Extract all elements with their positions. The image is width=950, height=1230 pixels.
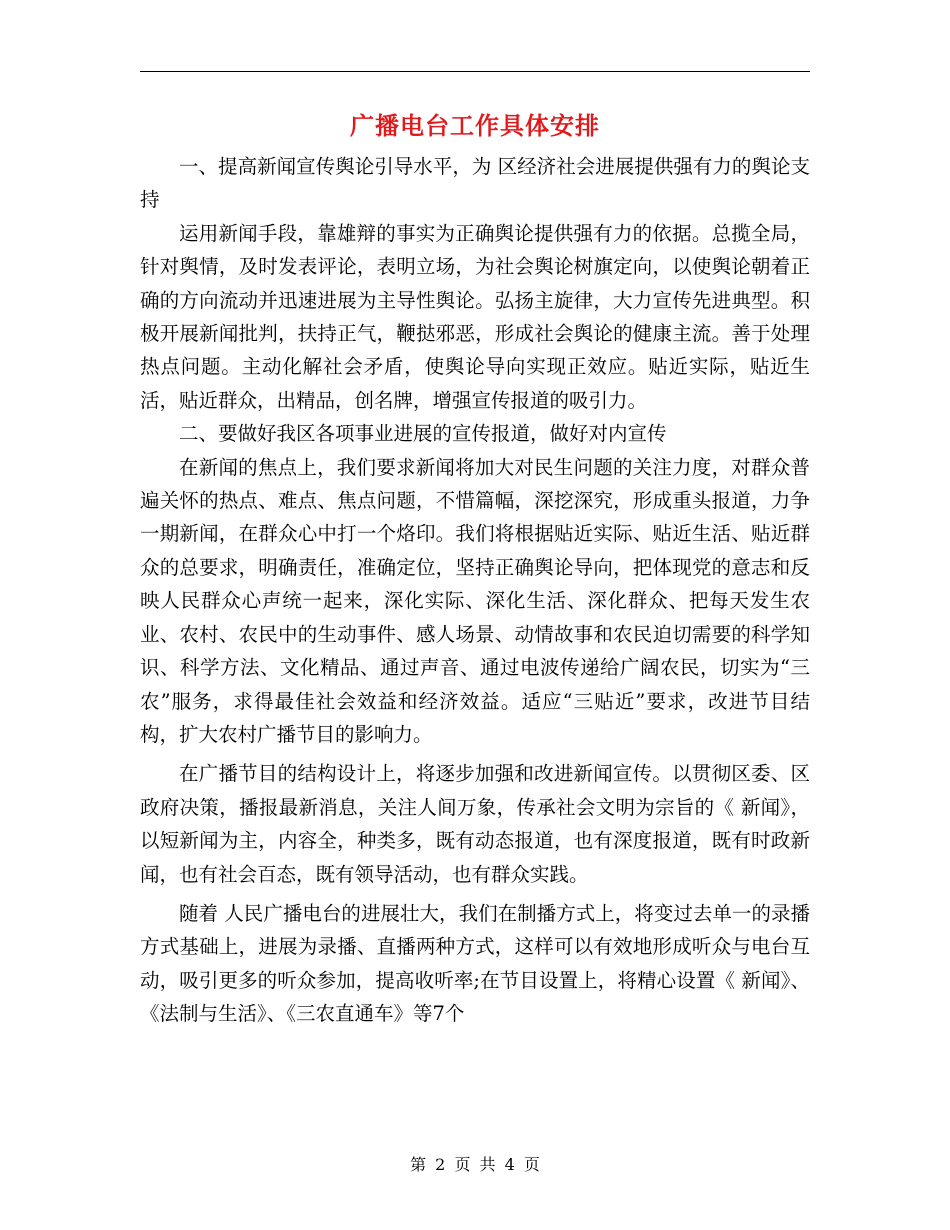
body-paragraph: 在广播节目的结构设计上，将逐步加强和改进新闻宣传。以贯彻区委、区政府决策，播报最新消息，关注人间万象，传承社会文明为宗旨的《 新闻》，以短新闻为主，内容全，种类多，既有动态报道，也有深度报道，既有时政新闻，也有社会百态，既有领导活动，也有群众实践。	[140, 762, 810, 886]
body-paragraph: 运用新闻手段，靠雄辩的事实为正确舆论提供强有力的依据。总揽全局，针对舆情，及时发表评论，表明立场，为社会舆论树旗定向，以使舆论朝着正确的方向流动并迅速进展为主导性舆论。弘扬主旋律，大力宣传先进典型。积极开展新闻批判，扶持正气，鞭挞邪恶，形成社会舆论的健康主流。善于处理热点问题。主动化解社会矛盾，使舆论导向实现正效应。贴近实际，贴近生活，贴近群众，出精品，创名牌，增强宣传报道的吸引力。	[140, 221, 810, 412]
section-heading-2: 二、要做好我区各项事业进展的宣传报道，做好对内宣传	[179, 422, 667, 446]
header-rule	[140, 71, 810, 72]
section-heading-1: 一、提高新闻宣传舆论引导水平，为 区经济社会进展提供强有力的舆论支持	[140, 155, 810, 212]
body-paragraph: 在新闻的焦点上，我们要求新闻将加大对民生问题的关注力度，对群众普遍关怀的热点、难点、焦点问题，不惜篇幅，深挖深究，形成重头报道，力争一期新闻，在群众心中打一个烙印。我们将根据贴近实际、贴近生活、贴近群众的总要求，明确责任，准确定位，坚持正确舆论导向，把体现党的意志和反映人民群众心声统一起来，深化实际、深化生活、深化群众、把每天发生农业、农村、农民中的生动事件、感人场景、动情故事和农民迫切需要的科学知识、科学方法、文化精品、通过声音、通过电波传递给广阔农民，切实为“三农”服务，求得最佳社会效益和经济效益。适应“三贴近”要求，改进节目结构，扩大农村广播节目的影响力。	[140, 455, 810, 746]
page-number: 第 2 页 共 4 页	[410, 1155, 540, 1174]
document-title: 广播电台工作具体安排	[350, 111, 600, 140]
document-body	[140, 150, 810, 1031]
body-paragraph: 随着 人民广播电台的进展壮大，我们在制播方式上，将变过去单一的录播方式基础上，进展为录播、直播两种方式，这样可以有效地形成听众与电台互动，吸引更多的听众参加，提高收听率;在节目设置上，将精心设置《 新闻》、《法制与生活》、《三农直通车》等7个	[140, 901, 810, 1026]
